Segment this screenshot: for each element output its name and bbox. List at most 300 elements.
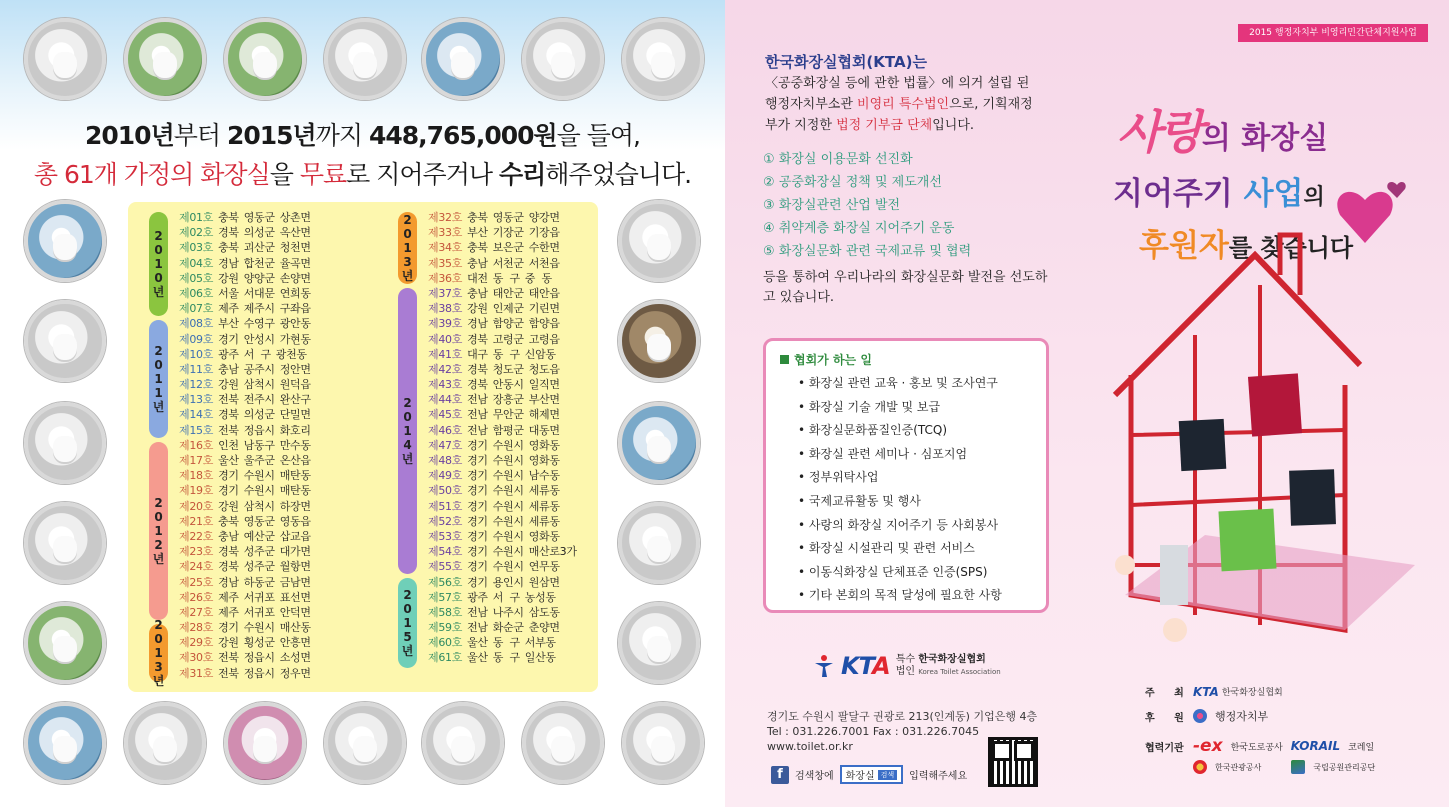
list-item-region: 강원 [467,302,488,316]
list-item-number: 제32호 [428,211,463,224]
headline-line-1: 2010년부터 2015년까지 448,765,000원을 들여, [84,121,641,150]
list-item-number: 제33호 [428,226,463,240]
list-item-region: 함양읍 [528,317,560,331]
photo-bathroom [24,602,106,684]
house-illustration [1085,175,1435,665]
list-item [179,332,311,347]
photo-bathroom [24,402,106,484]
list-item-region: 경기 [467,499,488,513]
list-item-region: 정읍시 [243,666,275,680]
year-char: 1 [403,424,412,438]
list-item [428,499,577,514]
list-item-region: 광천동 [275,347,307,361]
list-item-number: 제15호 [179,423,214,437]
list-item-region: 대동면 [528,423,560,437]
list-item-region: 신암동 [524,347,556,361]
list-item-region: 부산면 [528,393,560,407]
photo-bathroom [224,18,306,100]
list-item-region: 양양군 [243,271,275,285]
list-item-region: 안성시 [243,332,275,346]
list-item-region: 대가면 [279,545,311,559]
list-item-region: 수원시 [492,529,524,543]
list-item-number: 제60호 [428,636,463,650]
list-item [179,316,311,331]
list-item-region: 일직면 [528,378,560,392]
list-item-region: 서귀포 [243,605,275,619]
list-item-region: 서울 [218,286,239,300]
list-item-region: 정읍시 [243,651,275,665]
list-item-region: 제주 [218,590,239,604]
kta-wordmark: KTA [841,652,890,680]
list-item-number: 제57호 [428,590,463,604]
list-item-region: 수원시 [492,514,524,528]
list-item-region: 부산 [218,317,239,331]
list-item-region: 원삼면 [528,575,560,589]
qr-code[interactable] [988,737,1038,787]
list-item-number: 제20호 [179,499,214,513]
year-char: 1 [154,372,163,386]
list-item-region: 가현동 [279,332,311,346]
list-item-region: 충북 [467,211,488,224]
list-item-number: 제30호 [179,651,214,665]
list-item [428,332,577,347]
list-item-region: 매산동 [279,621,311,635]
list-item-region: 성주군 [243,560,275,574]
list-item-region: 수원시 [243,484,275,498]
list-item-region: 영동군 [492,211,524,224]
list-item [428,407,577,422]
activity-item: • 국제교류활동 및 행사 [798,493,921,508]
list-item-region: 경남 [218,256,239,270]
list-item-region: 전북 [218,651,239,665]
list-item-region: 성주군 [243,545,275,559]
credit-sponsor: 후 원 행정자치부 [1145,710,1269,724]
list-item-region: 인제군 [492,302,524,316]
list-item-region: 광주 [218,347,239,361]
tourism-logo-icon [1193,760,1207,774]
list-item [428,377,577,392]
list-item [179,575,311,590]
list-item-region: 태안군 [492,286,524,300]
intro-closing: 등을 통하여 우리나라의 화장실문화 발전을 선도하고 있습니다. [763,270,1048,305]
list-item-region: 서대문 [243,286,275,300]
list-item-region: 수원시 [492,484,524,498]
list-item-number: 제01호 [179,211,214,224]
list-item-region: 대전 [467,271,488,285]
photo-bathroom [324,702,406,784]
kta-fullname: 특수 한국화장실협회 법인 Korea Toilet Association [895,654,1001,677]
photo-bathroom [24,200,106,282]
year-bar-2010 [149,212,168,316]
search-box[interactable]: 화장실 검색 [840,765,904,784]
list-item-number: 제45호 [428,408,463,422]
list-item-number: 제58호 [428,605,463,619]
list-item-region: 정우면 [279,666,311,680]
list-item [179,240,311,255]
list-item-region: 수영구 [243,317,275,331]
list-item [428,240,577,255]
list-item-region: 영화동 [528,438,560,452]
list-item [428,635,577,650]
list-item-region: 수원시 [492,560,524,574]
list-item-region: 경기 [467,560,488,574]
list-item-region: 매탄동 [279,469,311,483]
list-item-region: 경기 [467,575,488,589]
list-item-region: 동 구 [492,651,520,665]
activities-box [763,338,1049,613]
goal-item: ② 공중화장실 정책 및 제도개선 [763,175,942,190]
list-item-region: 삼도동 [528,605,560,619]
list-item-region: 서귀포 [243,590,275,604]
list-item-region: 금남면 [279,575,311,589]
list-item-region: 전주시 [243,393,275,407]
photo-bathroom [618,402,700,484]
list-item-number: 제53호 [428,529,463,543]
list-item [428,650,577,665]
facebook-icon[interactable]: f [771,766,789,784]
list-item-region: 충남 [218,529,239,543]
year-bar-2013 [398,212,417,284]
year-bar-2015 [398,578,417,668]
list-item-region: 완산구 [279,393,311,407]
list-item-region: 경기 [467,438,488,452]
year-char: 3 [403,255,412,269]
list-item-region: 제주시 [243,302,275,316]
year-char: 1 [154,524,163,538]
list-item-number: 제61호 [428,651,463,665]
list-right-column [428,210,577,666]
list-item [179,256,311,271]
activities-title: 협회가 하는 일 [780,351,1032,368]
list-item-region: 경남 [218,575,239,589]
list-item [179,650,311,665]
list-item-region: 정안면 [279,362,311,376]
year-char: 2 [403,588,412,602]
list-item-region: 의성군 [243,408,275,422]
activity-item: • 이동식화장실 단체표준 인증(SPS) [798,564,988,579]
park-logo-icon [1291,760,1305,774]
list-item-number: 제09호 [179,332,214,346]
list-item-region: 경기 [467,469,488,483]
list-item-number: 제36호 [428,271,463,285]
list-item-region: 세류동 [528,514,560,528]
goal-item: ③ 화장실관련 산업 발전 [763,198,901,213]
list-item-region: 인천 [218,438,239,452]
list-item [179,286,311,301]
list-item [179,635,311,650]
list-item-region: 수원시 [492,454,524,467]
list-item-number: 제49호 [428,469,463,483]
kta-logo [813,652,1001,680]
photo-bathroom [124,18,206,100]
list-item-region: 강원 [218,636,239,650]
photo-bathroom [618,200,700,282]
list-item-region: 연무동 [528,560,560,574]
list-item-number: 제35호 [428,256,463,270]
year-char: 0 [154,632,163,646]
year-char: 0 [403,602,412,616]
intro-line: 행정자치부소관 비영리 특수법인으로, 기획재정 [765,97,1033,112]
list-item-number: 제04호 [179,256,214,270]
list-item-number: 제03호 [179,241,214,255]
list-item-region: 충남 [467,286,488,300]
list-item-region: 안흥면 [279,636,311,650]
list-item-number: 제14호 [179,408,214,422]
list-item-region: 영동군 [243,514,275,528]
list-item-region: 충북 [218,211,239,224]
list-item [179,559,311,574]
list-item-region: 강원 [218,271,239,285]
list-item-region: 수원시 [492,438,524,452]
list-item-region: 수원시 [492,499,524,513]
year-bar-2012 [149,442,168,620]
list-item [428,544,577,559]
list-item-number: 제51호 [428,499,463,513]
list-item-region: 강원 [218,499,239,513]
list-item-region: 충북 [218,241,239,255]
list-item-number: 제46호 [428,423,463,437]
list-item-region: 울주군 [243,454,275,467]
project-list [128,202,598,692]
list-item-region: 안덕면 [279,605,311,619]
photo-bathroom [124,702,206,784]
list-item-region: 하장면 [279,499,311,513]
list-item [179,225,311,240]
government-emblem-icon [1193,709,1207,723]
list-item-region: 경남 [467,317,488,331]
list-item-region: 경북 [467,378,488,392]
square-bullet-icon [780,355,789,364]
list-item [428,590,577,605]
list-item-region: 삽교읍 [279,529,311,543]
list-item-region: 울산 [218,454,239,467]
list-item [179,453,311,468]
list-item-region: 강원 [218,378,239,392]
list-item-number: 제37호 [428,286,463,300]
search-hint: f 검색창에 화장실 검색 입력해주세요 [771,765,967,784]
list-item-number: 제40호 [428,332,463,346]
list-item-region: 중 동 [524,271,552,285]
list-item-region: 울산 [467,651,488,665]
list-item [428,575,577,590]
list-item-region: 괴산군 [243,241,275,255]
list-item-region: 세류동 [528,484,560,498]
list-item-number: 제27호 [179,605,214,619]
list-item [179,362,311,377]
list-item [428,271,577,286]
year-bar-2014 [398,288,417,574]
list-item-region: 화순군 [492,621,524,635]
list-item-region: 의성군 [243,226,275,240]
list-item-region: 경북 [218,226,239,240]
list-item-number: 제47호 [428,438,463,452]
list-item-region: 수원시 [492,469,524,483]
list-item [179,438,311,453]
list-item-region: 기장군 [492,226,524,240]
goal-item: ④ 취약계층 화장실 지어주기 운동 [763,221,955,236]
list-item-number: 제02호 [179,226,214,240]
year-char: 5 [403,630,412,644]
list-item-region: 기린면 [528,302,560,316]
list-item-region: 경기 [467,514,488,528]
year-char: 0 [154,358,163,372]
list-item-region: 고령군 [492,332,524,346]
list-item-region: 만수동 [279,438,311,452]
title-line-2: 지어주기 사업의 [1113,176,1325,212]
year-char: 년 [152,674,165,688]
list-item-region: 서천읍 [528,256,560,270]
list-item-region: 전남 [467,393,488,407]
list-item [428,514,577,529]
list-item-region: 남수동 [528,469,560,483]
photo-bathroom [618,502,700,584]
list-item-region: 공주시 [243,362,275,376]
list-item-region: 삼척시 [243,378,275,392]
list-item [179,377,311,392]
list-item-region: 소성면 [279,651,311,665]
list-item-region: 제주 [218,605,239,619]
year-char: 0 [403,227,412,241]
list-item-region: 서부동 [524,636,556,650]
website-link[interactable]: www.toilet.or.kr [767,740,853,753]
list-item-region: 청천면 [279,241,311,255]
list-item-region: 광주 [467,590,488,604]
list-item [179,271,311,286]
photo-bathroom [24,502,106,584]
list-item-region: 율곡면 [279,256,311,270]
list-item-number: 제08호 [179,317,214,331]
list-item-region: 전남 [467,621,488,635]
year-char: 0 [154,510,163,524]
list-item-region: 일산동 [524,651,556,665]
list-item-region: 양강면 [528,211,560,224]
list-item-number: 제17호 [179,454,214,467]
list-item-region: 영화동 [528,454,560,467]
activity-item: • 정부위탁사업 [798,470,879,485]
year-bar-2011 [149,320,168,438]
list-item-region: 예산군 [243,529,275,543]
list-item-region: 충북 [467,241,488,255]
list-item-region: 서천군 [492,256,524,270]
year-char: 년 [401,644,414,658]
photo-bathroom [622,702,704,784]
list-item [428,362,577,377]
list-item-number: 제26호 [179,590,214,604]
kta-person-icon [813,654,835,678]
list-item [179,544,311,559]
list-item [428,301,577,316]
list-item [428,392,577,407]
list-item-region: 경북 [467,362,488,376]
list-item-region: 안동시 [492,378,524,392]
list-item-number: 제06호 [179,286,214,300]
year-char: 2 [403,213,412,227]
list-item-region: 장흥군 [492,393,524,407]
right-panel [725,0,1449,807]
list-item-region: 기장읍 [528,226,560,240]
list-item-number: 제31호 [179,666,214,680]
list-item-number: 제34호 [428,241,463,255]
list-item-region: 나주시 [492,605,524,619]
goal-item: ① 화장실 이용문화 선진화 [763,152,913,167]
intro-line: 〈공중화장실 등에 관한 법률〉에 의거 설립 된 [765,76,1030,91]
list-item-number: 제05호 [179,271,214,285]
list-item-number: 제16호 [179,438,214,452]
list-item [179,468,311,483]
list-item-region: 경기 [218,332,239,346]
korail-logo: KORAIL [1290,739,1341,753]
list-item-region: 수한면 [528,241,560,255]
list-item-number: 제19호 [179,484,214,498]
list-item [179,210,311,225]
list-item-number: 제22호 [179,529,214,543]
list-item [428,423,577,438]
list-item-number: 제29호 [179,636,214,650]
activity-item: • 화장실 관련 세미나 · 심포지엄 [798,446,968,461]
search-button[interactable]: 검색 [878,770,898,780]
year-char: 4 [403,438,412,452]
list-item-region: 동 구 [492,636,520,650]
list-item-region: 경기 [467,484,488,498]
list-item-number: 제55호 [428,560,463,574]
list-item-region: 충북 [218,514,239,528]
list-item [179,590,311,605]
ex-logo: -ex [1193,736,1223,756]
list-item-region: 전남 [467,605,488,619]
photo-bathroom [224,702,306,784]
activity-item: • 화장실문화품질인증(TCQ) [798,423,948,438]
list-item [428,316,577,331]
photo-bathroom [522,702,604,784]
list-item-region: 영화동 [528,529,560,543]
list-item [428,210,577,225]
title-line-3: 후원자를 찾습니다 [1139,228,1354,264]
year-char: 2 [154,344,163,358]
list-left-column [179,210,311,681]
list-item-region: 농성동 [524,590,556,604]
list-item-region: 동 구 [492,347,520,361]
year-char: 년 [401,452,414,466]
list-item-region: 울산 [467,636,488,650]
list-item-region: 함양군 [492,317,524,331]
list-item-region: 수원시 [243,621,275,635]
photo-bathroom [522,18,604,100]
phone-fax: Tel : 031.226.7001 Fax : 031.226.7045 [767,725,980,738]
list-item-number: 제44호 [428,393,463,407]
year-char: 3 [154,660,163,674]
list-item-region: 옥산면 [279,226,311,240]
list-item-number: 제48호 [428,454,463,467]
list-item-region: 춘양면 [528,621,560,635]
list-item-region: 고령읍 [528,332,560,346]
list-item-region: 동 구 [492,271,520,285]
list-item [428,529,577,544]
list-item-region: 경기 [467,529,488,543]
list-item-region: 표선면 [279,590,311,604]
list-item [179,666,311,681]
list-item-region: 월항면 [279,560,311,574]
year-char: 년 [401,269,414,283]
list-item-region: 전북 [218,393,239,407]
list-item [428,620,577,635]
year-char: 0 [154,243,163,257]
list-item [428,225,577,240]
list-item-region: 무안군 [492,408,524,422]
list-item-region: 상촌면 [279,211,311,224]
list-item-number: 제07호 [179,302,214,316]
list-item-region: 삼척시 [243,499,275,513]
list-item-region: 단밀면 [279,408,311,422]
